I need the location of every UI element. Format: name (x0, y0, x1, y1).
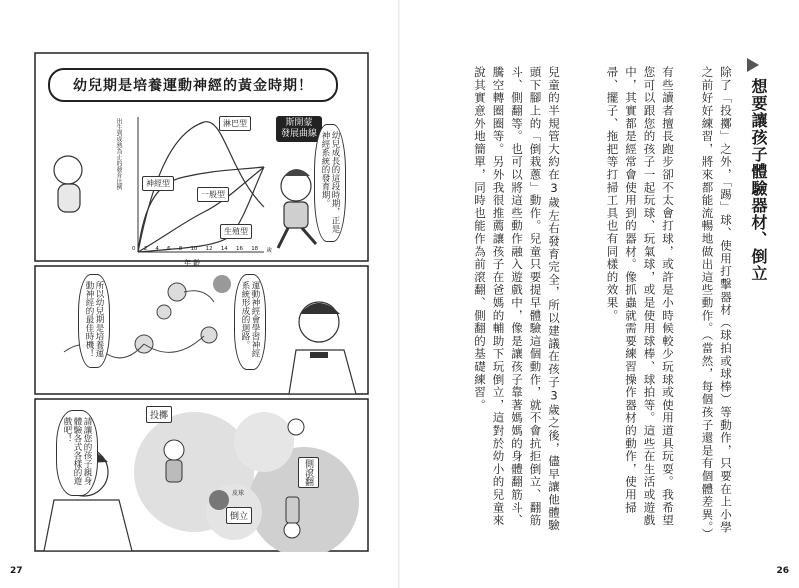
label-side-roll: 側滾翻 (298, 457, 319, 488)
tick-label: 12 (205, 246, 213, 252)
paragraph-2: 有些讀者擅長跑步卻不太會打球，或許是小時候較少玩球或使用道具玩耍。我希望您可以跟您的孩子一起玩球、玩氣球，或是使用球棒、球拍等。這些在生活或遊戲中，其實都是經常會使用到的器材。像抓蟲就需要練習操作器材的動作，使用掃帚、擺子、拖把等打掃工具也有同樣的效果。 (605, 66, 675, 527)
speech-bubble-best-time: 所以幼兒期是培養運動神經的最佳時機！ (78, 274, 110, 368)
speech-bubble-neural-circuit: 運動神經會學習神經系統形成的迴路。 (234, 274, 266, 370)
page-number-left: 27 (10, 566, 23, 576)
right-page (400, 0, 799, 588)
comic-panel (34, 52, 369, 552)
tick-label: 2 (143, 246, 148, 252)
tick-label: 0 (132, 246, 136, 252)
tick-label: 14 (220, 246, 228, 252)
chart-ylabel: 出生到成熟為止的發育比例 (115, 118, 122, 190)
chart-xlabel: 年 齡 (184, 259, 201, 267)
page-number-right: 26 (776, 566, 789, 576)
tick-label: 8 (178, 246, 183, 252)
tick-label: 10 (190, 246, 198, 252)
tick-label: 4 (155, 246, 159, 252)
tick-label: 16 (236, 246, 243, 252)
curve-label-reproductive: 生殖型 (220, 224, 252, 239)
label-ball: 皮球 (232, 490, 245, 497)
label-throw: 投擲 (146, 406, 172, 423)
speech-bubble-neural-period: 幼兒成長的這段時期，正是神經系統的發育期。 (314, 124, 346, 242)
tick-label: 歲 (266, 248, 272, 254)
heading-arrow-icon (747, 58, 759, 72)
comic-title: 幼兒期是培養運動神經的黃金時期！ (48, 68, 338, 102)
paragraph-1: 除了「投擲」之外，「踢」球、使用打擊器材（球拍或球棒）等動作，只要在上小學之前好好練習，將來都能流暢地做出這些動作。（當然，每個孩子還是有個體差異。） (700, 66, 733, 541)
speech-bubble-play: 請讓您的孩子親身體驗各式各樣的遊戲吧！ (56, 410, 98, 496)
tick-label: 18 (251, 246, 259, 252)
scammon-curve-label: 斯開蒙 發展曲線 (276, 116, 322, 142)
curve-label-general: 一般型 (197, 187, 229, 202)
left-page (0, 0, 399, 588)
curve-label-lymph: 淋巴型 (219, 116, 251, 131)
paragraph-3: 兒童的半規管大約在3歲左右發育完全，所以建議在孩子3歲之後，儘早讓他體驗頭下腳上的「倒栽蔥」動作。兒童只要提早體驗這個動作，就不會抗拒倒立、翻筋斗、側翻等。也可以將這些動作融入遊戲中，像是讓孩子靠著媽媽的身體翻筋斗、騰空轉圈圈等。另外我很推薦讓孩子在爸媽的輔助下玩倒立，這對於幼小的兒童來說其實意外地簡單，同時也能作為前滾翻、側翻的基礎練習。 (473, 66, 561, 532)
tick-label: 6 (167, 246, 171, 252)
section-heading: 想要讓孩子體驗器材、倒立 (749, 78, 768, 282)
label-handstand: 倒立 (226, 507, 252, 524)
curve-label-neural: 神經型 (142, 176, 174, 191)
chart-ticks (132, 246, 272, 254)
